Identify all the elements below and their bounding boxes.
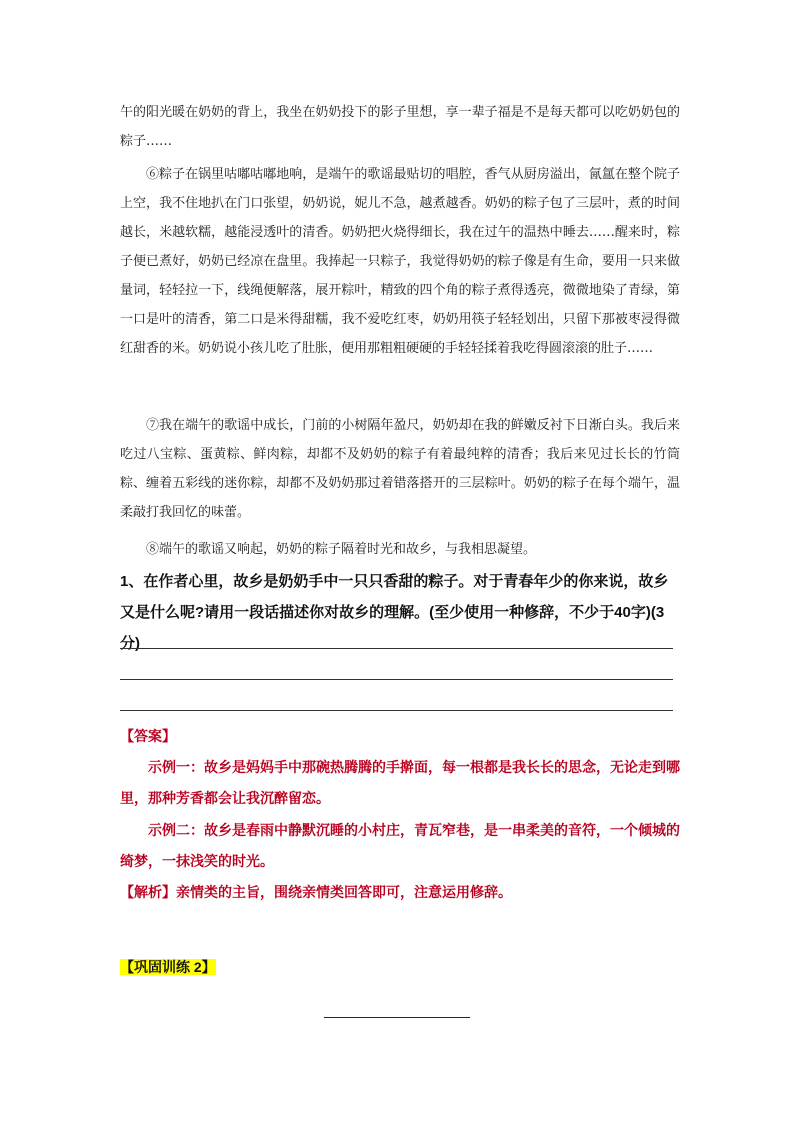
story-paragraph-7: ⑦我在端午的歌谣中成长，门前的小树隔年盈尺，奶奶却在我的鲜嫩反衬下日渐白头。我后来吃过八宝粽、蛋黄粽、鲜肉粽，却都不及奶奶的粽子有着最纯粹的清香；我后来见过长长的竹筒粽、缠着五彩线的迷你粽，却都不及奶奶那过着错落搭开的三层粽叶。奶奶的粽子在每个端午，温柔敲打我回忆的味蕾。 xyxy=(120,418,680,520)
footer-divider xyxy=(324,1017,470,1018)
answer-line-3[interactable] xyxy=(120,710,673,711)
section-label: 【巩固训练 2】 xyxy=(120,959,216,975)
analysis-text: 【解析】亲情类的主旨，围绕亲情类回答即可，注意运用修辞。 xyxy=(120,884,512,900)
answer-example-2: 示例二：故乡是春雨中静默沉睡的小村庄，青瓦窄巷，是一串柔美的音符，一个倾城的绮梦，一抹浅笑的时光。 xyxy=(120,822,680,869)
answer-label: 【答案】 xyxy=(120,728,176,744)
answer-line-1[interactable] xyxy=(120,648,673,649)
section-heading xyxy=(120,956,216,978)
story-paragraph-8: ⑧端午的歌谣又响起，奶奶的粽子隔着时光和故乡，与我相思凝望。 xyxy=(146,542,537,557)
question-1: 1、在作者心里，故乡是奶奶手中一只只香甜的粽子。对于青春年少的你来说，故乡又是什么呢?请用一段话描述你对故乡的理解。(至少使用一种修辞，不少于40字)(3分) xyxy=(120,573,669,652)
story-paragraph-continued: 午的阳光暖在奶奶的背上，我坐在奶奶投下的影子里想，享一辈子福是不是每天都可以吃奶奶包的粽子…… xyxy=(120,105,680,149)
answer-example-1: 示例一：故乡是妈妈手中那碗热腾腾的手擀面，每一根都是我长长的思念，无论走到哪里，那种芳香都会让我沉醉留恋。 xyxy=(120,759,680,806)
story-paragraph-6: ⑥粽子在锅里咕嘟咕嘟地响，是端午的歌谣最贴切的唱腔，香气从厨房溢出，氤氲在整个院子上空，我不住地扒在门口张望，奶奶说，妮儿不急，越煮越香。奶奶的粽子包了三层叶，煮的时间越长，米越软糯，越能浸透叶的清香。奶奶把火烧得细长，我在过午的温热中睡去……醒来时，粽子便已煮好，奶奶已经凉在盘里。我捧起一只粽子，我觉得奶奶的粽子像是有生命，要用一只来做量词，轻轻拉一下，线绳便解落，展开粽叶，精致的四个角的粽子煮得透亮，微微地染了青绿，第一口是叶的清香，第二口是米得甜糯，我不爱吃红枣，奶奶用筷子轻轻划出，只留下那被枣浸得微红甜香的米。奶奶说小孩儿吃了肚胀，便用那粗粗硬硬的手轻轻揉着我吃得圆滚滚的肚子…… xyxy=(120,167,680,356)
answer-line-2[interactable] xyxy=(120,679,673,680)
